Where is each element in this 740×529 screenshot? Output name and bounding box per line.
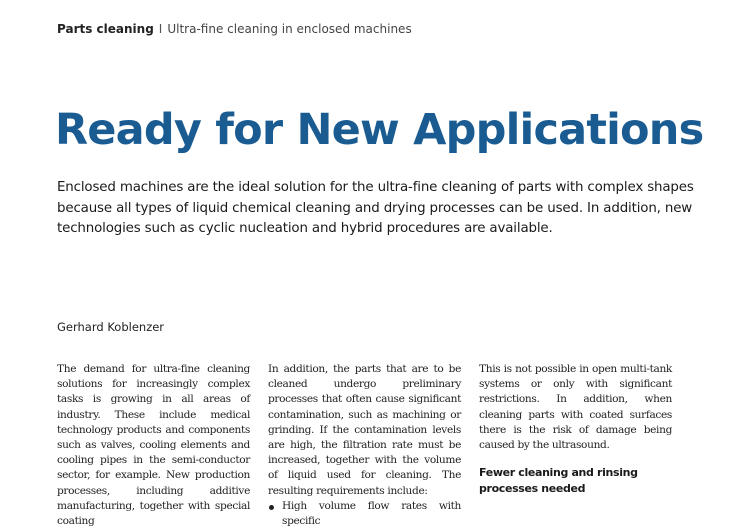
- column-1-paragraph: The demand for ultra-fine cleaning solutions for increasingly complex tasks is growing in all areas of industry. These include medical technology products and components such as valves, cooling elements and cooling pipes in the semi-conductor sector, for example. New production processes, including additive manufacturing, together with special coating: [57, 363, 250, 528]
- list-item: High volume flow rates with specific: [268, 499, 461, 529]
- column-3-paragraph: This is not possible in open multi-tank systems or only with significant restrictions. In addition, when cleaning parts with coated surfaces there is the risk of damage being caused by the ultrasound.: [479, 363, 672, 452]
- body-column-3: [479, 362, 672, 497]
- running-head: [57, 22, 412, 36]
- section-topic: Ultra-fine cleaning in enclosed machines: [167, 22, 412, 36]
- article-lead: Enclosed machines are the ideal solution for the ultra-fine cleaning of parts with complex shapes because all types of liquid chemical cleaning and drying processes can be used. In addition, new technologies such as cyclic nucleation and hybrid procedures are available.: [57, 180, 694, 236]
- article-headline: Ready for New Applications: [55, 105, 704, 155]
- column-2-paragraph: In addition, the parts that are to be cleaned undergo preliminary processes that often cause significant contamination, such as machining or grinding. If the contamination levels are high, the filtration rate must be increased, together with the volume of liquid used for cleaning. The resulting requirements include:: [268, 363, 461, 497]
- running-head-separator: I: [158, 22, 163, 36]
- body-column-1: [57, 362, 250, 529]
- body-column-2: [268, 362, 461, 529]
- column-3-subhead: Fewer cleaning and rinsing processes needed: [479, 466, 638, 496]
- requirements-list: [268, 499, 461, 529]
- section-name: Parts cleaning: [57, 22, 154, 36]
- article-author: Gerhard Koblenzer: [57, 320, 165, 334]
